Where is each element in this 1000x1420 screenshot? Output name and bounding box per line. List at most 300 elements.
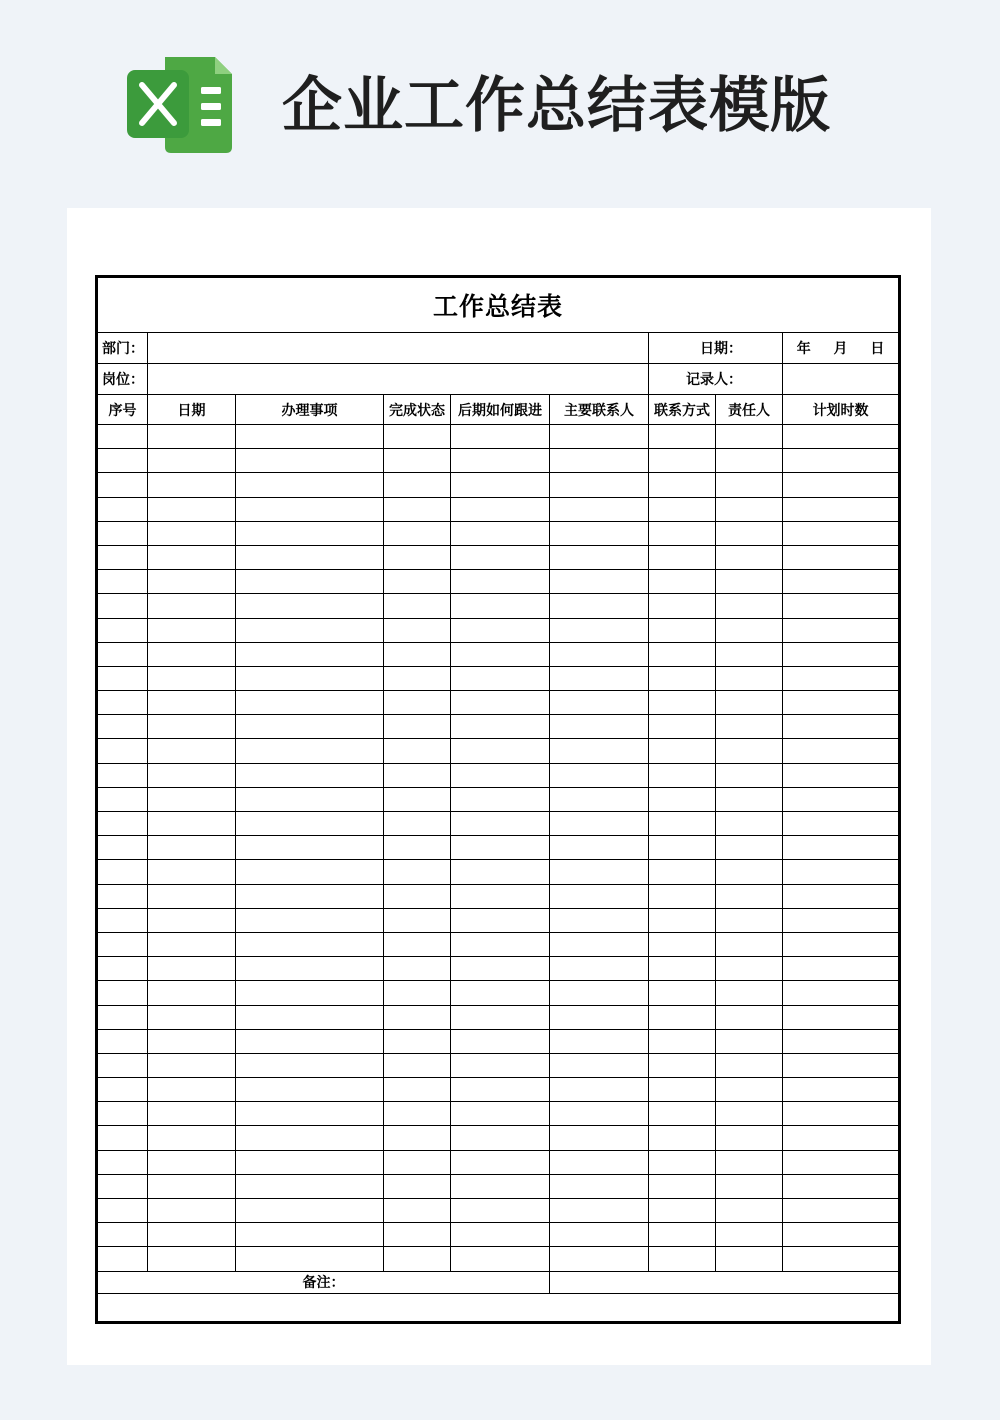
table-cell[interactable]: [451, 497, 550, 521]
table-cell[interactable]: [783, 1223, 900, 1247]
table-cell[interactable]: [550, 521, 649, 545]
table-cell[interactable]: [236, 860, 384, 884]
table-cell[interactable]: [236, 1126, 384, 1150]
table-cell[interactable]: [384, 1005, 451, 1029]
table-cell[interactable]: [148, 787, 236, 811]
table-cell[interactable]: [783, 1029, 900, 1053]
table-cell[interactable]: [384, 1102, 451, 1126]
table-cell[interactable]: [550, 1029, 649, 1053]
table-cell[interactable]: [148, 1029, 236, 1053]
table-cell[interactable]: [550, 425, 649, 449]
table-cell[interactable]: [783, 594, 900, 618]
table-cell[interactable]: [716, 884, 783, 908]
table-cell[interactable]: [97, 981, 148, 1005]
table-cell[interactable]: [716, 473, 783, 497]
table-cell[interactable]: [783, 570, 900, 594]
table-cell[interactable]: [550, 545, 649, 569]
table-cell[interactable]: [236, 1029, 384, 1053]
table-cell[interactable]: [716, 957, 783, 981]
table-cell[interactable]: [451, 1126, 550, 1150]
table-cell[interactable]: [451, 1174, 550, 1198]
table-cell[interactable]: [384, 618, 451, 642]
table-cell[interactable]: [451, 1199, 550, 1223]
table-cell[interactable]: [716, 449, 783, 473]
table-cell[interactable]: [649, 473, 716, 497]
table-cell[interactable]: [236, 473, 384, 497]
table-cell[interactable]: [783, 932, 900, 956]
table-cell[interactable]: [716, 836, 783, 860]
table-cell[interactable]: [148, 666, 236, 690]
table-cell[interactable]: [716, 739, 783, 763]
table-cell[interactable]: [716, 497, 783, 521]
table-cell[interactable]: [716, 521, 783, 545]
table-cell[interactable]: [783, 1150, 900, 1174]
table-cell[interactable]: [451, 449, 550, 473]
table-cell[interactable]: [236, 884, 384, 908]
table-cell[interactable]: [236, 787, 384, 811]
table-cell[interactable]: [451, 666, 550, 690]
table-cell[interactable]: [716, 787, 783, 811]
table-cell[interactable]: [97, 425, 148, 449]
table-cell[interactable]: [783, 618, 900, 642]
table-cell[interactable]: [716, 666, 783, 690]
table-cell[interactable]: [97, 1223, 148, 1247]
table-cell[interactable]: [97, 1126, 148, 1150]
table-cell[interactable]: [451, 1005, 550, 1029]
table-cell[interactable]: [384, 449, 451, 473]
table-cell[interactable]: [451, 884, 550, 908]
table-cell[interactable]: [97, 860, 148, 884]
table-cell[interactable]: [649, 1102, 716, 1126]
table-cell[interactable]: [649, 570, 716, 594]
table-cell[interactable]: [550, 812, 649, 836]
table-cell[interactable]: [649, 666, 716, 690]
table-cell[interactable]: [649, 1150, 716, 1174]
table-cell[interactable]: [451, 836, 550, 860]
table-cell[interactable]: [148, 981, 236, 1005]
table-cell[interactable]: [783, 473, 900, 497]
table-cell[interactable]: [236, 594, 384, 618]
table-cell[interactable]: [716, 1223, 783, 1247]
table-cell[interactable]: [384, 763, 451, 787]
table-cell[interactable]: [649, 739, 716, 763]
table-cell[interactable]: [384, 860, 451, 884]
table-cell[interactable]: [783, 1126, 900, 1150]
table-cell[interactable]: [148, 715, 236, 739]
table-cell[interactable]: [384, 884, 451, 908]
table-cell[interactable]: [783, 715, 900, 739]
table-cell[interactable]: [97, 497, 148, 521]
table-cell[interactable]: [649, 763, 716, 787]
table-cell[interactable]: [236, 932, 384, 956]
table-cell[interactable]: [148, 545, 236, 569]
table-cell[interactable]: [148, 1053, 236, 1077]
table-cell[interactable]: [550, 497, 649, 521]
table-cell[interactable]: [550, 1223, 649, 1247]
table-cell[interactable]: [384, 1247, 451, 1271]
table-cell[interactable]: [384, 521, 451, 545]
table-cell[interactable]: [236, 642, 384, 666]
table-cell[interactable]: [649, 545, 716, 569]
table-cell[interactable]: [783, 1078, 900, 1102]
table-cell[interactable]: [649, 908, 716, 932]
table-cell[interactable]: [236, 763, 384, 787]
table-cell[interactable]: [716, 932, 783, 956]
table-cell[interactable]: [550, 449, 649, 473]
table-cell[interactable]: [649, 860, 716, 884]
table-cell[interactable]: [783, 449, 900, 473]
table-cell[interactable]: [236, 1199, 384, 1223]
table-cell[interactable]: [236, 715, 384, 739]
table-cell[interactable]: [716, 594, 783, 618]
table-cell[interactable]: [451, 812, 550, 836]
table-cell[interactable]: [783, 1005, 900, 1029]
table-cell[interactable]: [148, 618, 236, 642]
table-cell[interactable]: [649, 642, 716, 666]
table-cell[interactable]: [236, 1247, 384, 1271]
table-cell[interactable]: [783, 884, 900, 908]
table-cell[interactable]: [716, 1005, 783, 1029]
table-cell[interactable]: [97, 1102, 148, 1126]
table-cell[interactable]: [236, 739, 384, 763]
table-cell[interactable]: [148, 1005, 236, 1029]
table-cell[interactable]: [236, 836, 384, 860]
table-cell[interactable]: [550, 1126, 649, 1150]
table-cell[interactable]: [148, 1174, 236, 1198]
table-cell[interactable]: [236, 425, 384, 449]
table-cell[interactable]: [451, 691, 550, 715]
table-cell[interactable]: [148, 425, 236, 449]
table-cell[interactable]: [783, 787, 900, 811]
table-cell[interactable]: [716, 1053, 783, 1077]
table-cell[interactable]: [384, 545, 451, 569]
table-cell[interactable]: [236, 1102, 384, 1126]
table-cell[interactable]: [550, 836, 649, 860]
table-cell[interactable]: [649, 425, 716, 449]
table-cell[interactable]: [649, 1053, 716, 1077]
table-cell[interactable]: [97, 932, 148, 956]
table-cell[interactable]: [97, 1174, 148, 1198]
table-cell[interactable]: [451, 570, 550, 594]
table-cell[interactable]: [550, 666, 649, 690]
table-cell[interactable]: [649, 594, 716, 618]
table-cell[interactable]: [783, 425, 900, 449]
table-cell[interactable]: [716, 618, 783, 642]
table-cell[interactable]: [451, 739, 550, 763]
table-cell[interactable]: [97, 570, 148, 594]
table-cell[interactable]: [236, 691, 384, 715]
date-field[interactable]: 年 月 日: [783, 333, 900, 364]
table-cell[interactable]: [550, 957, 649, 981]
table-cell[interactable]: [236, 1005, 384, 1029]
table-cell[interactable]: [716, 763, 783, 787]
table-cell[interactable]: [384, 691, 451, 715]
table-cell[interactable]: [148, 642, 236, 666]
table-cell[interactable]: [384, 1029, 451, 1053]
table-cell[interactable]: [783, 981, 900, 1005]
table-cell[interactable]: [384, 497, 451, 521]
table-cell[interactable]: [716, 812, 783, 836]
table-cell[interactable]: [783, 521, 900, 545]
table-cell[interactable]: [97, 666, 148, 690]
table-cell[interactable]: [783, 1174, 900, 1198]
table-cell[interactable]: [236, 497, 384, 521]
table-cell[interactable]: [384, 570, 451, 594]
table-cell[interactable]: [148, 739, 236, 763]
table-cell[interactable]: [384, 836, 451, 860]
table-cell[interactable]: [148, 473, 236, 497]
table-cell[interactable]: [384, 812, 451, 836]
table-cell[interactable]: [649, 884, 716, 908]
table-cell[interactable]: [649, 497, 716, 521]
table-cell[interactable]: [236, 666, 384, 690]
table-cell[interactable]: [550, 1005, 649, 1029]
table-cell[interactable]: [451, 618, 550, 642]
table-cell[interactable]: [451, 473, 550, 497]
table-cell[interactable]: [716, 908, 783, 932]
table-cell[interactable]: [783, 1102, 900, 1126]
table-cell[interactable]: [384, 666, 451, 690]
table-cell[interactable]: [451, 642, 550, 666]
table-cell[interactable]: [97, 739, 148, 763]
table-cell[interactable]: [716, 1029, 783, 1053]
table-cell[interactable]: [783, 908, 900, 932]
table-cell[interactable]: [384, 787, 451, 811]
table-cell[interactable]: [649, 836, 716, 860]
table-cell[interactable]: [236, 957, 384, 981]
table-cell[interactable]: [649, 1174, 716, 1198]
table-cell[interactable]: [384, 594, 451, 618]
table-cell[interactable]: [649, 449, 716, 473]
table-cell[interactable]: [783, 860, 900, 884]
table-cell[interactable]: [451, 521, 550, 545]
table-cell[interactable]: [148, 957, 236, 981]
table-cell[interactable]: [550, 691, 649, 715]
table-cell[interactable]: [236, 1078, 384, 1102]
table-cell[interactable]: [148, 1102, 236, 1126]
table-cell[interactable]: [148, 1199, 236, 1223]
table-cell[interactable]: [649, 715, 716, 739]
table-cell[interactable]: [148, 860, 236, 884]
table-cell[interactable]: [97, 642, 148, 666]
table-cell[interactable]: [97, 618, 148, 642]
table-cell[interactable]: [148, 836, 236, 860]
table-cell[interactable]: [451, 860, 550, 884]
table-cell[interactable]: [716, 1126, 783, 1150]
table-cell[interactable]: [550, 1247, 649, 1271]
table-cell[interactable]: [451, 932, 550, 956]
table-cell[interactable]: [716, 1102, 783, 1126]
table-cell[interactable]: [550, 1199, 649, 1223]
table-cell[interactable]: [97, 787, 148, 811]
table-cell[interactable]: [148, 1126, 236, 1150]
table-cell[interactable]: [649, 618, 716, 642]
table-cell[interactable]: [148, 570, 236, 594]
table-cell[interactable]: [550, 1102, 649, 1126]
table-cell[interactable]: [550, 715, 649, 739]
table-cell[interactable]: [649, 981, 716, 1005]
table-cell[interactable]: [148, 1150, 236, 1174]
table-cell[interactable]: [649, 1078, 716, 1102]
table-cell[interactable]: [236, 1174, 384, 1198]
table-cell[interactable]: [97, 1005, 148, 1029]
table-cell[interactable]: [550, 763, 649, 787]
table-cell[interactable]: [451, 763, 550, 787]
table-cell[interactable]: [649, 787, 716, 811]
table-cell[interactable]: [649, 1199, 716, 1223]
table-cell[interactable]: [97, 1029, 148, 1053]
table-cell[interactable]: [451, 1029, 550, 1053]
table-cell[interactable]: [783, 812, 900, 836]
table-cell[interactable]: [451, 425, 550, 449]
table-cell[interactable]: [451, 1102, 550, 1126]
table-cell[interactable]: [716, 691, 783, 715]
table-cell[interactable]: [236, 521, 384, 545]
table-cell[interactable]: [97, 691, 148, 715]
table-cell[interactable]: [384, 473, 451, 497]
table-cell[interactable]: [97, 521, 148, 545]
table-cell[interactable]: [783, 497, 900, 521]
table-cell[interactable]: [148, 1078, 236, 1102]
table-cell[interactable]: [451, 1150, 550, 1174]
table-cell[interactable]: [783, 691, 900, 715]
table-cell[interactable]: [550, 739, 649, 763]
table-cell[interactable]: [451, 545, 550, 569]
table-cell[interactable]: [97, 545, 148, 569]
table-cell[interactable]: [97, 1247, 148, 1271]
table-cell[interactable]: [451, 1223, 550, 1247]
table-cell[interactable]: [384, 1174, 451, 1198]
table-cell[interactable]: [550, 1150, 649, 1174]
table-cell[interactable]: [649, 932, 716, 956]
table-cell[interactable]: [384, 642, 451, 666]
table-cell[interactable]: [97, 1053, 148, 1077]
table-cell[interactable]: [783, 763, 900, 787]
table-cell[interactable]: [236, 981, 384, 1005]
table-cell[interactable]: [783, 1053, 900, 1077]
table-cell[interactable]: [451, 1247, 550, 1271]
table-cell[interactable]: [783, 666, 900, 690]
table-cell[interactable]: [384, 1126, 451, 1150]
table-cell[interactable]: [384, 1150, 451, 1174]
table-cell[interactable]: [716, 1199, 783, 1223]
table-cell[interactable]: [97, 836, 148, 860]
table-cell[interactable]: [97, 1199, 148, 1223]
table-cell[interactable]: [97, 594, 148, 618]
table-cell[interactable]: [649, 691, 716, 715]
table-cell[interactable]: [783, 957, 900, 981]
table-cell[interactable]: [550, 1078, 649, 1102]
table-cell[interactable]: [97, 715, 148, 739]
table-cell[interactable]: [716, 1247, 783, 1271]
table-cell[interactable]: [236, 570, 384, 594]
table-cell[interactable]: [97, 763, 148, 787]
table-cell[interactable]: [384, 1223, 451, 1247]
table-cell[interactable]: [649, 1126, 716, 1150]
table-cell[interactable]: [550, 908, 649, 932]
table-cell[interactable]: [783, 642, 900, 666]
table-cell[interactable]: [236, 1150, 384, 1174]
table-cell[interactable]: [148, 691, 236, 715]
table-cell[interactable]: [451, 1078, 550, 1102]
table-cell[interactable]: [716, 860, 783, 884]
table-cell[interactable]: [148, 763, 236, 787]
table-cell[interactable]: [384, 932, 451, 956]
table-cell[interactable]: [384, 1199, 451, 1223]
table-cell[interactable]: [550, 473, 649, 497]
table-cell[interactable]: [148, 449, 236, 473]
table-cell[interactable]: [783, 1199, 900, 1223]
table-cell[interactable]: [716, 1150, 783, 1174]
table-cell[interactable]: [148, 908, 236, 932]
table-cell[interactable]: [649, 1223, 716, 1247]
table-cell[interactable]: [550, 981, 649, 1005]
table-cell[interactable]: [236, 1053, 384, 1077]
table-cell[interactable]: [97, 449, 148, 473]
table-cell[interactable]: [148, 594, 236, 618]
table-cell[interactable]: [236, 545, 384, 569]
table-cell[interactable]: [384, 981, 451, 1005]
table-cell[interactable]: [451, 981, 550, 1005]
table-cell[interactable]: [649, 957, 716, 981]
table-cell[interactable]: [384, 739, 451, 763]
table-cell[interactable]: [236, 449, 384, 473]
table-cell[interactable]: [550, 884, 649, 908]
notes-content-field[interactable]: [97, 1293, 900, 1322]
table-cell[interactable]: [236, 908, 384, 932]
table-cell[interactable]: [97, 957, 148, 981]
table-cell[interactable]: [649, 812, 716, 836]
table-cell[interactable]: [716, 570, 783, 594]
table-cell[interactable]: [236, 812, 384, 836]
table-cell[interactable]: [550, 932, 649, 956]
table-cell[interactable]: [384, 957, 451, 981]
position-field[interactable]: [148, 364, 649, 395]
table-cell[interactable]: [97, 1150, 148, 1174]
table-cell[interactable]: [236, 1223, 384, 1247]
table-cell[interactable]: [451, 787, 550, 811]
table-cell[interactable]: [384, 715, 451, 739]
table-cell[interactable]: [550, 642, 649, 666]
table-cell[interactable]: [716, 642, 783, 666]
table-cell[interactable]: [97, 473, 148, 497]
table-cell[interactable]: [451, 908, 550, 932]
table-cell[interactable]: [550, 618, 649, 642]
notes-field[interactable]: [550, 1271, 900, 1293]
table-cell[interactable]: [148, 884, 236, 908]
table-cell[interactable]: [716, 981, 783, 1005]
table-cell[interactable]: [550, 787, 649, 811]
table-cell[interactable]: [550, 594, 649, 618]
table-cell[interactable]: [97, 884, 148, 908]
table-cell[interactable]: [148, 812, 236, 836]
table-cell[interactable]: [384, 1078, 451, 1102]
table-cell[interactable]: [716, 1174, 783, 1198]
table-cell[interactable]: [716, 425, 783, 449]
table-cell[interactable]: [649, 1005, 716, 1029]
table-cell[interactable]: [550, 570, 649, 594]
table-cell[interactable]: [148, 497, 236, 521]
table-cell[interactable]: [550, 1174, 649, 1198]
table-cell[interactable]: [148, 521, 236, 545]
table-cell[interactable]: [451, 594, 550, 618]
table-cell[interactable]: [783, 545, 900, 569]
table-cell[interactable]: [783, 1247, 900, 1271]
table-cell[interactable]: [550, 860, 649, 884]
table-cell[interactable]: [384, 425, 451, 449]
table-cell[interactable]: [716, 1078, 783, 1102]
table-cell[interactable]: [148, 1223, 236, 1247]
